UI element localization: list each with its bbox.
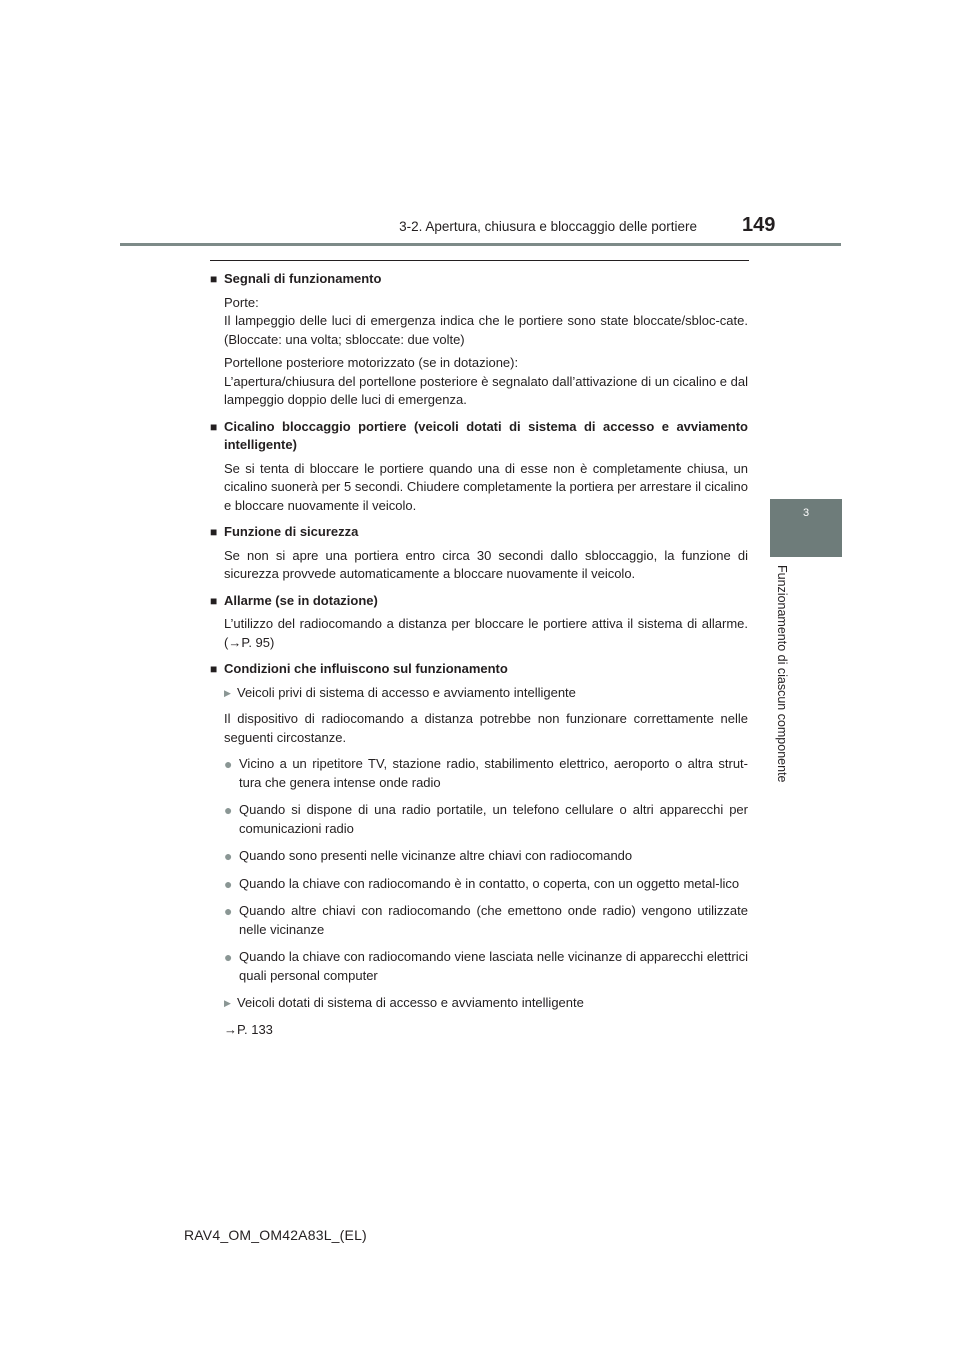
square-bullet-icon: ■ [210,525,218,539]
section-segnali [210,270,748,410]
section-heading [210,418,748,455]
chapter-title: Funzionamento di ciascun componente [775,565,789,783]
sub-heading-text: Veicoli privi di sistema di accesso e avviamento intelligente [237,684,576,700]
list-item-text: Quando si dispone di una radio portatile, un telefono cellulare o altri apparecchi per comunicazioni radio [239,802,748,836]
triangle-arrow-icon: ▶ [224,998,231,1008]
chapter-tab-number: 3 [802,507,810,519]
page-reference-link[interactable]: →P. 133 [224,1021,273,1037]
section-heading-text: Funzione di sicurezza [224,524,359,539]
round-bullet-icon: ● [224,949,233,965]
round-bullet-icon: ● [224,875,233,892]
document-code: RAV4_OM_OM42A83L_(EL) [184,1227,367,1243]
list-item-text: Quando altre chiavi con radiocomando (che emettono onde radio) vengono utilizzate nelle vicinanze [239,903,748,937]
section-condizioni [210,660,748,1039]
sub-heading [224,994,748,1013]
list-item [224,801,748,838]
paragraph [224,294,748,350]
paragraph-label: Portellone posteriore motorizzato (se in dotazione): [224,355,519,370]
list-item [224,755,748,792]
page-number: 149 [742,214,776,236]
square-bullet-icon: ■ [210,593,218,608]
section-heading [210,523,748,542]
content-divider [210,260,749,261]
list-item-text: Quando sono presenti nelle vicinanze altre chiavi con radiocomando [239,848,633,863]
round-bullet-icon: ● [224,756,233,772]
header-divider [120,243,841,246]
list-item [224,948,748,985]
paragraph-text: Se si tenta di bloccare le portiere quando una di esse non è completamente chiusa, un cicalino suonerà per 5 secondi. Chiudere completamente la portiera per arrestare il cicalino e bloccare nuovamente il veicolo. [224,460,748,513]
section-heading-text: Condizioni che influiscono sul funzionamento [224,661,508,676]
paragraph-text: L’apertura/chiusura del portellone posteriore è segnalato dall’attivazione di un cicalino e dal lampeggio doppio delle luci di emergenza. [224,373,748,407]
header-section-title: 3-2. Apertura, chiusura e bloccaggio delle portiere [399,219,697,234]
list-item-text: Vicino a un ripetitore TV, stazione radio, stabilimento elettrico, aeroporto o altra strut-tura che genera intense onde radio [239,756,748,790]
list-item [224,875,748,894]
paragraph [224,354,748,410]
section-heading [210,270,748,289]
triangle-arrow-icon: ▶ [224,687,231,698]
section-sicurezza [210,523,748,584]
section-heading-text: Allarme (se in dotazione) [224,592,378,608]
round-bullet-icon: ● [224,903,233,919]
paragraph-label: Porte: [224,294,259,310]
square-bullet-icon: ■ [210,662,218,676]
round-bullet-icon: ● [224,848,233,864]
section-heading [210,660,748,679]
chapter-tab[interactable] [770,499,842,557]
paragraph-text: Il dispositivo di radiocomando a distanza potrebbe non funzionare correttamente nelle seguenti circostanze. [224,711,748,745]
list-item [224,902,748,939]
paragraph-text: Se non si apre una portiera entro circa 30 secondi dallo sbloccaggio, la funzione di sicurezza provvede automaticamente a bloccare nuovamente il veicolo. [224,547,748,581]
paragraph-text: L’utilizzo del radiocomando a distanza per bloccare le portiere attiva il sistema di allarme. (→P. 95) [224,616,748,650]
section-allarme [210,592,748,653]
chapter-side-label [775,565,805,795]
page-content [210,270,748,1047]
square-bullet-icon: ■ [210,419,218,434]
section-heading-text: Segnali di funzionamento [224,271,382,286]
square-bullet-icon: ■ [210,272,218,286]
list-item-text: Quando la chiave con radiocomando è in contatto, o coperta, con un oggetto metal-lico [239,875,740,891]
sub-heading [224,684,748,703]
sub-heading-text: Veicoli dotati di sistema di accesso e avviamento intelligente [237,995,584,1010]
round-bullet-icon: ● [224,802,233,818]
section-cicalino [210,418,748,516]
paragraph-text: Il lampeggio delle luci di emergenza indica che le portiere sono state bloccate/sbloc-cate. (Bloccate: una volta; sbloccate: due volte) [224,313,748,347]
section-heading-text: Cicalino bloccaggio portiere (veicoli dotati di sistema di accesso e avviamento intelligente) [224,418,748,452]
list-item [224,847,748,866]
section-heading [210,592,748,611]
list-item-text: Quando la chiave con radiocomando viene lasciata nelle vicinanze di apparecchi elettrici quali personal computer [239,949,748,983]
